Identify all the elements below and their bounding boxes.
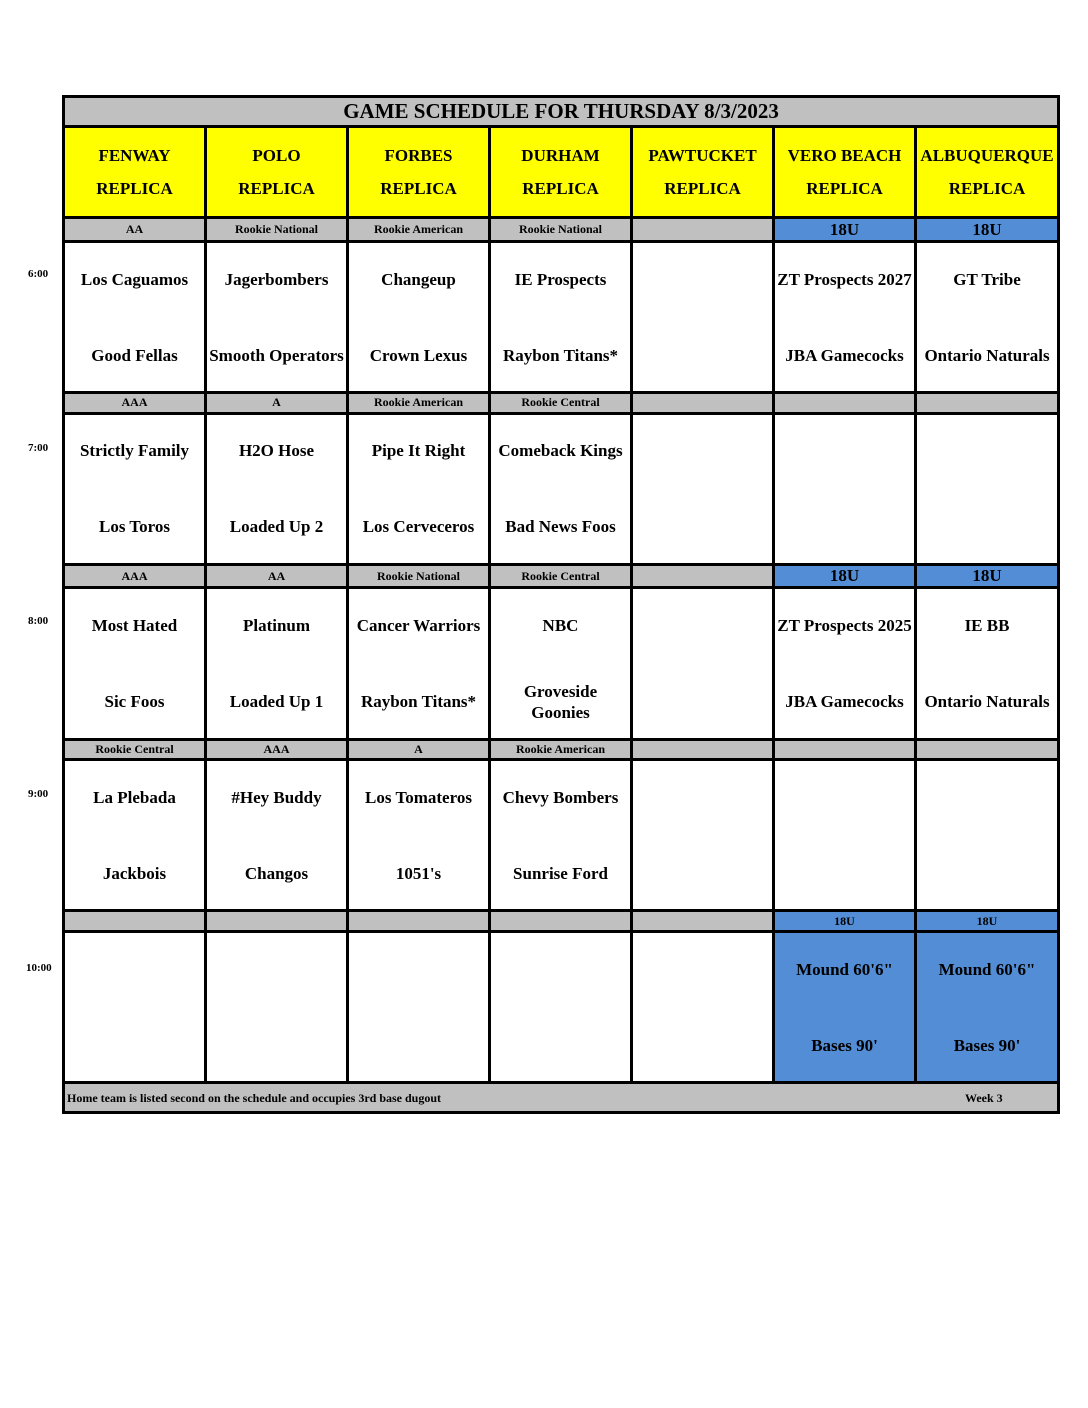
away-team: Los Tomateros — [365, 787, 472, 807]
division-label: Rookie National — [206, 218, 348, 242]
game-cell — [348, 588, 490, 739]
division-row — [64, 218, 1059, 242]
division-label — [774, 739, 916, 760]
game-cell — [206, 931, 348, 1082]
field-name: ALBUQUERQUE — [920, 146, 1054, 166]
field-subtitle: REPLICA — [664, 179, 741, 199]
game-cell — [64, 413, 206, 564]
division-label — [632, 564, 774, 588]
away-team: Cancer Warriors — [356, 616, 481, 636]
home-team: 1051's — [395, 863, 442, 883]
division-label: 18U — [774, 564, 916, 588]
division-label: 18U — [916, 911, 1059, 932]
home-team — [65, 1007, 204, 1079]
game-cell — [206, 241, 348, 392]
field-name: PAWTUCKET — [648, 146, 757, 166]
game-row — [64, 413, 1059, 564]
game-cell — [632, 760, 774, 911]
away-team: Changeup — [381, 269, 456, 289]
away-team: La Plebada — [93, 787, 176, 807]
game-cell — [632, 241, 774, 392]
home-team: Raybon Titans* — [502, 345, 619, 365]
away-team: IE BB — [964, 616, 1010, 636]
field-dimensions-cell — [774, 931, 916, 1082]
away-team: Strictly Family — [79, 441, 190, 461]
away-team: Pipe It Right — [371, 441, 466, 461]
division-label: 18U — [916, 564, 1059, 588]
division-label: Rookie National — [490, 218, 632, 242]
base-distance: Bases 90' — [953, 1035, 1021, 1055]
home-team: Raybon Titans* — [360, 692, 477, 712]
home-team: Ontario Naturals — [924, 345, 1050, 365]
away-team: Chevy Bombers — [502, 787, 619, 807]
division-label: 18U — [774, 911, 916, 932]
division-label: AAA — [206, 739, 348, 760]
field-header-albuquerque — [916, 126, 1059, 218]
field-dimensions-cell — [916, 931, 1059, 1082]
schedule-title: GAME SCHEDULE FOR THURSDAY 8/3/2023 — [64, 97, 1059, 127]
division-label: AAA — [64, 393, 206, 414]
game-cell — [916, 588, 1059, 739]
home-team — [775, 835, 914, 907]
field-header-fenway — [64, 126, 206, 218]
field-header-pawtucket — [632, 126, 774, 218]
game-cell — [774, 588, 916, 739]
game-cell — [348, 931, 490, 1082]
field-header-durham — [490, 126, 632, 218]
field-header-polo — [206, 126, 348, 218]
away-team: NBC — [542, 616, 579, 636]
away-team — [917, 417, 1057, 489]
game-row — [64, 931, 1059, 1082]
home-team: Los Toros — [98, 517, 171, 537]
game-cell — [774, 241, 916, 392]
division-label — [774, 393, 916, 414]
game-cell — [774, 413, 916, 564]
division-label — [64, 911, 206, 932]
game-cell — [206, 760, 348, 911]
division-row — [64, 393, 1059, 414]
game-cell — [916, 241, 1059, 392]
division-label: Rookie National — [348, 564, 490, 588]
away-team — [917, 763, 1057, 835]
game-cell — [490, 241, 632, 392]
game-cell — [632, 588, 774, 739]
division-label — [490, 911, 632, 932]
away-team — [775, 417, 914, 489]
game-cell — [490, 931, 632, 1082]
away-team: #Hey Buddy — [231, 787, 322, 807]
home-team — [775, 489, 914, 561]
game-cell — [206, 588, 348, 739]
division-label — [632, 739, 774, 760]
week-label: Week 3 — [965, 1090, 1003, 1105]
game-cell — [490, 588, 632, 739]
field-header-row — [64, 126, 1059, 218]
away-team — [775, 763, 914, 835]
home-team — [633, 317, 772, 389]
mound-distance: Mound 60'6" — [938, 959, 1036, 979]
away-team — [349, 935, 488, 1007]
field-subtitle: REPLICA — [806, 179, 883, 199]
home-team: Smooth Operators — [209, 345, 344, 365]
game-cell — [348, 413, 490, 564]
footer-cell — [64, 1083, 1059, 1113]
game-cell — [916, 413, 1059, 564]
home-team: Loaded Up 2 — [229, 517, 324, 537]
field-header-forbes — [348, 126, 490, 218]
division-label: 18U — [916, 218, 1059, 242]
away-team: Platinum — [242, 616, 311, 636]
division-label: Rookie American — [490, 739, 632, 760]
division-label: AAA — [64, 564, 206, 588]
division-label: Rookie American — [348, 393, 490, 414]
home-team — [349, 1007, 488, 1079]
field-subtitle: REPLICA — [522, 179, 599, 199]
division-label — [632, 911, 774, 932]
home-team: Sic Foos — [104, 692, 165, 712]
division-label — [348, 911, 490, 932]
division-label — [632, 218, 774, 242]
game-cell — [64, 588, 206, 739]
home-team: Los Cerveceros — [362, 517, 475, 537]
away-team: Comeback Kings — [498, 441, 623, 461]
game-cell — [64, 931, 206, 1082]
game-cell — [774, 760, 916, 911]
home-team — [917, 835, 1057, 907]
away-team — [207, 935, 346, 1007]
game-cell — [632, 931, 774, 1082]
base-distance: Bases 90' — [811, 1035, 878, 1055]
away-team: Most Hated — [91, 616, 178, 636]
away-team — [633, 935, 772, 1007]
home-team: Sunrise Ford — [513, 863, 608, 883]
home-team: Bad News Foos — [505, 517, 616, 537]
away-team — [633, 763, 772, 835]
away-team — [491, 935, 630, 1007]
division-label: AA — [206, 564, 348, 588]
division-label — [916, 739, 1059, 760]
division-label: 18U — [774, 218, 916, 242]
schedule-table — [62, 95, 1060, 1114]
division-label — [206, 911, 348, 932]
game-cell — [632, 413, 774, 564]
game-row — [64, 760, 1059, 911]
home-team — [917, 489, 1057, 561]
field-name: POLO — [252, 146, 301, 166]
division-label — [632, 393, 774, 414]
time-label: 7:00 — [28, 442, 49, 454]
field-name: VERO BEACH — [787, 146, 902, 166]
field-subtitle: REPLICA — [948, 179, 1026, 199]
time-label: 8:00 — [28, 615, 49, 627]
game-cell — [348, 241, 490, 392]
home-team: Good Fellas — [91, 345, 178, 365]
game-cell — [64, 241, 206, 392]
away-team: ZT Prospects 2027 — [777, 269, 912, 289]
away-team: IE Prospects — [514, 269, 607, 289]
home-team — [633, 664, 772, 736]
away-team — [633, 245, 772, 317]
division-label: A — [206, 393, 348, 414]
field-header-vero-beach — [774, 126, 916, 218]
away-team — [65, 935, 204, 1007]
division-label: Rookie American — [348, 218, 490, 242]
division-label: Rookie Central — [490, 564, 632, 588]
game-cell — [64, 760, 206, 911]
division-row — [64, 911, 1059, 932]
home-team: Jackbois — [102, 863, 167, 883]
away-team: Jagerbombers — [224, 269, 329, 289]
footer-row — [64, 1083, 1059, 1113]
game-cell — [490, 760, 632, 911]
home-team: Changos — [244, 863, 309, 883]
division-label — [916, 393, 1059, 414]
home-team: Crown Lexus — [369, 345, 468, 365]
time-label: 10:00 — [26, 962, 52, 974]
field-subtitle: REPLICA — [96, 179, 173, 199]
game-row — [64, 241, 1059, 392]
field-name: FENWAY — [98, 146, 171, 166]
field-name: DURHAM — [521, 146, 600, 166]
away-team: GT Tribe — [953, 269, 1021, 289]
game-cell — [916, 760, 1059, 911]
game-cell — [206, 413, 348, 564]
away-team — [633, 417, 772, 489]
field-subtitle: REPLICA — [380, 179, 457, 199]
division-row — [64, 739, 1059, 760]
field-name: FORBES — [384, 146, 453, 166]
division-label: A — [348, 739, 490, 760]
home-team — [633, 835, 772, 907]
time-label: 6:00 — [28, 268, 49, 280]
home-team: JBA Gamecocks — [785, 345, 904, 365]
home-team-note: Home team is listed second on the schedule and occupies 3rd base dugout — [67, 1090, 442, 1105]
game-row — [64, 588, 1059, 739]
away-team: Los Caguamos — [80, 269, 189, 289]
division-row — [64, 564, 1059, 588]
away-team: ZT Prospects 2025 — [777, 616, 912, 636]
home-team: Groveside Goonies — [523, 681, 598, 722]
away-team: H2O Hose — [238, 441, 315, 461]
game-cell — [490, 413, 632, 564]
home-team — [633, 1007, 772, 1079]
time-label: 9:00 — [28, 788, 49, 800]
home-team — [207, 1007, 346, 1079]
mound-distance: Mound 60'6" — [796, 959, 893, 979]
away-team — [633, 592, 772, 664]
home-team — [491, 1007, 630, 1079]
home-team: Ontario Naturals — [924, 692, 1050, 712]
game-cell — [348, 760, 490, 911]
division-label: AA — [64, 218, 206, 242]
home-team: JBA Gamecocks — [785, 692, 904, 712]
home-team: Loaded Up 1 — [229, 692, 324, 712]
home-team — [633, 489, 772, 561]
division-label: Rookie Central — [64, 739, 206, 760]
field-subtitle: REPLICA — [238, 179, 315, 199]
division-label: Rookie Central — [490, 393, 632, 414]
